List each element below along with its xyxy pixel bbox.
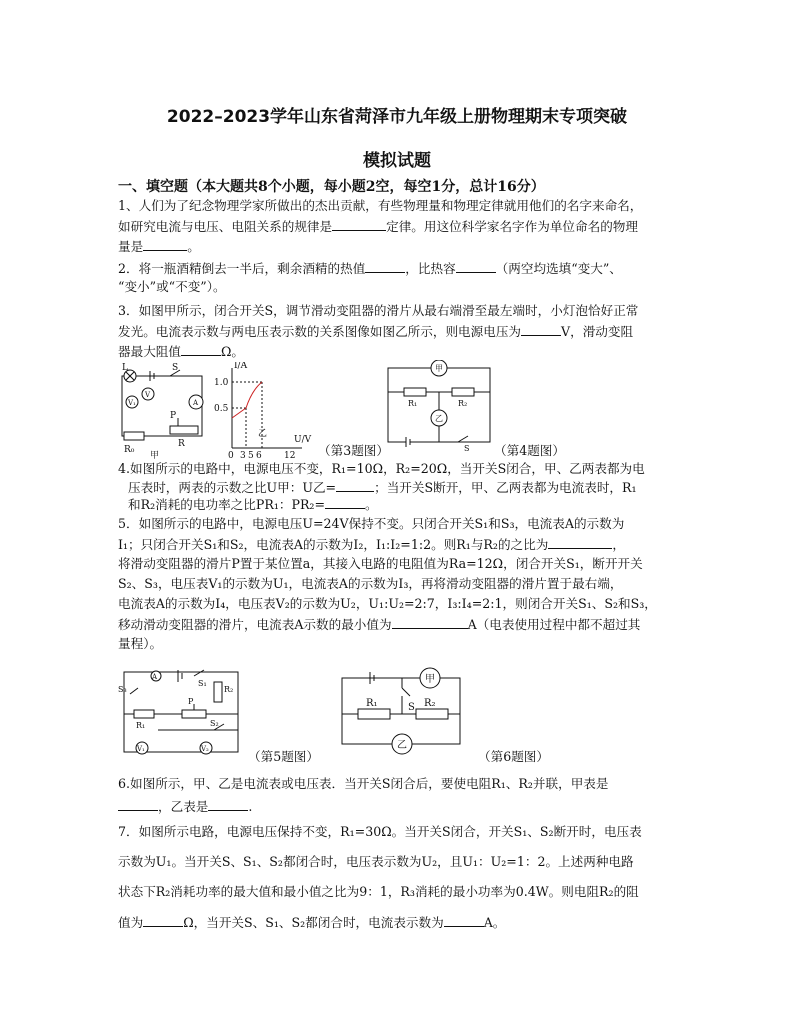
x-tick: 12: [284, 451, 296, 460]
label-V1: V₁: [137, 745, 145, 753]
q7-line4: 值为 Ω，当开关S、S₁、S₂都闭合时，电流表示数为 A。: [118, 915, 506, 930]
q5-line3: 将滑动变阻器的滑片P置于某位置a，其接入电路的电阻值为Ra=12Ω，闭合开关S₁，断开开关: [118, 556, 643, 571]
resistor-r0: [124, 432, 144, 440]
q5-line7: 量程）。: [118, 636, 163, 651]
label-V2: V₂: [201, 745, 209, 753]
q3-line2: 发光。电流表示数与两电压表示数的关系图像如图乙所示，则电源电压为 V，滑动变阻: [118, 324, 634, 339]
label-A: A: [152, 673, 158, 681]
switch-s3-icon: [130, 688, 138, 694]
q7-line2: 示数为U₁。当开关S、S₁、S₂都闭合时，电压表示数为U₂，且U₁：U₂=1：2。上述两种电路: [118, 854, 634, 869]
section-heading: 一、填空题（本大题共8个小题，每小题2空，每空1分，总计16分）: [118, 179, 545, 195]
resistor-r1: [358, 709, 390, 719]
figure-6-caption: （第6题图）: [478, 749, 549, 764]
label-S: S: [172, 363, 179, 373]
rheostat: [182, 710, 206, 718]
graph-line-1: [232, 408, 246, 418]
answer-blank[interactable]: [548, 536, 612, 549]
q5-line6: 移动滑动变阻器的滑片，电流表A示数的最小值为 A（电表使用过程中都不超过其: [118, 617, 641, 632]
q3-line3: 器最大阻值 Ω。: [118, 344, 245, 359]
label-V: V: [145, 391, 151, 399]
resistor-r2: [214, 682, 222, 702]
label-R1: R₁: [366, 698, 378, 709]
answer-blank[interactable]: [336, 479, 374, 492]
q4-line3: 和R₂消耗的电功率之比PR₁：PR₂= 。: [128, 497, 378, 512]
answer-blank[interactable]: [521, 323, 561, 336]
switch-icon: [458, 436, 468, 442]
q4-line1: 4.如图所示的电路中，电源电压不变，R₁=10Ω，R₂=20Ω，当开关S闭合，甲、乙两表都为电: [118, 461, 645, 476]
label-V1: V₁: [128, 399, 136, 407]
label-L: L: [122, 363, 128, 373]
resistor-r1: [134, 710, 154, 718]
label-yi: 乙: [435, 414, 443, 423]
q5-line5: 电流表A的示数为I₄，电压表V₂的示数为U₂，U₁:U₂=2:7，I₃:I₄=2:1，则闭合开关S₁、S₂和S₃，: [118, 596, 657, 611]
document-title: 2022–2023学年山东省菏泽市九年级上册物理期末专项突破: [166, 107, 628, 127]
label-R1: R₁: [136, 721, 146, 730]
resistor-r2: [416, 709, 448, 719]
x-tick: 5: [248, 451, 254, 460]
answer-blank[interactable]: [444, 914, 484, 927]
answer-blank[interactable]: [365, 260, 405, 273]
answer-blank[interactable]: [143, 238, 187, 251]
label-jia: 甲: [150, 451, 160, 460]
answer-blank[interactable]: [181, 343, 221, 356]
label-P: P: [188, 697, 194, 706]
switch-icon: [402, 688, 410, 696]
label-R2: R₂: [458, 399, 468, 408]
figure-4: [384, 360, 494, 452]
answer-blank[interactable]: [143, 914, 183, 927]
document-subtitle: 模拟试题: [363, 151, 431, 171]
answer-blank[interactable]: [392, 616, 468, 629]
resistor-r1: [404, 388, 426, 396]
answer-blank[interactable]: [332, 218, 386, 231]
q1-line1: 1、人们为了纪念物理学家所做出的杰出贡献，有些物理量和物理定律就用他们的名字来命名，: [118, 198, 643, 213]
q7-line3: 状态下R₂消耗功率的最大值和最小值之比为9：1，R₃消耗的最小功率为0.4W。则电阻R₂的阻: [118, 884, 639, 899]
q1-line3: 量是 。: [118, 239, 200, 254]
q2-line1: 2．将一瓶酒精倒去一半后，剩余酒精的热值 ，比热容 （两空均选填“变大”、: [118, 261, 622, 276]
answer-blank[interactable]: [456, 260, 496, 273]
q7-line1: 7．如图所示电路，电源电压保持不变，R₁=30Ω。当开关S闭合，开关S₁、S₂断开时，电压表: [118, 824, 642, 839]
label-yi: 乙: [258, 429, 268, 439]
answer-blank[interactable]: [208, 798, 248, 811]
label-jia: 甲: [425, 674, 435, 685]
answer-blank[interactable]: [118, 798, 158, 811]
label-S: S: [464, 444, 470, 452]
label-S3: S₃: [118, 685, 127, 694]
switch-s1-icon: [194, 670, 204, 676]
label-R2: R₂: [224, 685, 234, 694]
y-tick: 0.5: [214, 404, 229, 414]
graph-curve-2: [246, 382, 262, 408]
label-S1: S₁: [198, 679, 207, 688]
label-S: S: [408, 702, 415, 713]
label-R0: R₀: [124, 445, 135, 455]
label-R2: R₂: [424, 698, 436, 709]
label-S2: S₂: [210, 719, 219, 728]
label-R: R: [178, 439, 185, 449]
q5-line4: S₂、S₃，电压表V₁的示数为U₁，电流表A的示数为I₃，再将滑动变阻器的滑片置于最右端，: [118, 576, 623, 591]
label-jia: 甲: [435, 364, 443, 373]
rheostat-r: [170, 426, 198, 434]
q1-line2: 如研究电流与电压、电阻关系的规律是 定律。用这位科学家名字作为单位命名的物理: [118, 219, 638, 234]
figure-5: [118, 664, 244, 758]
resistor-r2: [452, 388, 474, 396]
q2-line2: “变小”或“不变”）。: [118, 279, 226, 294]
x-tick: 3: [240, 451, 246, 460]
figure-6: [336, 664, 466, 758]
label-P: P: [170, 411, 177, 421]
figure-5-caption: （第5题图）: [248, 749, 319, 764]
q3-line1: 3．如图甲所示，闭合开关S，调节滑动变阻器的滑片从最右端滑至最左端时，小灯泡恰好正常: [118, 303, 639, 318]
figure-3: [112, 362, 322, 460]
label-A: A: [193, 399, 199, 407]
q6-line1: 6.如图所示，甲、乙是电流表或电压表．当开关S闭合后，要使电阻R₁、R₂并联，甲表是: [118, 776, 609, 791]
q6-line2: ，乙表是 .: [118, 798, 698, 815]
q5-line1: 5．如图所示的电路中，电源电压U=24V保持不变。只闭合开关S₁和S₃，电流表A的示数为: [118, 516, 625, 531]
y-tick: 1.0: [214, 378, 229, 388]
figure-4-caption: （第4题图）: [494, 443, 565, 458]
y-axis-label: I/A: [234, 362, 248, 371]
answer-blank[interactable]: [325, 496, 365, 509]
x-tick: 6: [256, 451, 262, 460]
label-R1: R₁: [408, 399, 418, 408]
x-axis-label: U/V: [294, 435, 312, 445]
figure-3-caption: （第3题图）: [318, 443, 389, 458]
q5-line2: I₁；只闭合开关S₁和S₂，电流表A的示数为I₂，I₁:I₂=1:2。则R₁与R₂的之比为 ，: [118, 537, 625, 552]
x-tick: 0: [228, 451, 234, 460]
q4-line2: 压表时，两表的示数之比U甲：U乙= ；当开关S断开，甲、乙两表都为电流表时，R₁: [128, 480, 637, 495]
label-yi: 乙: [397, 740, 407, 751]
